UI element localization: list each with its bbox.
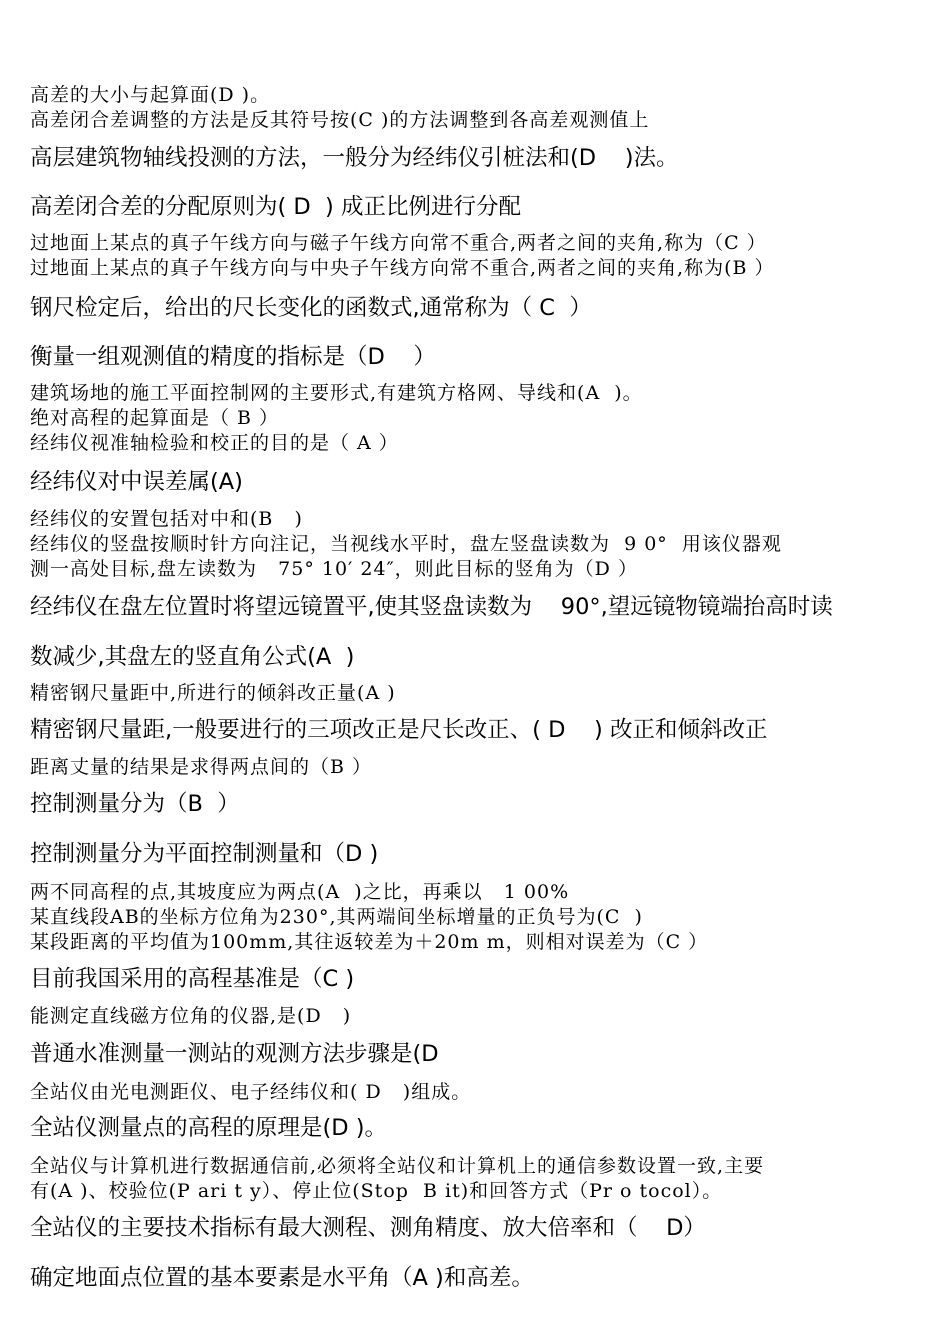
text-line: 钢尺检定后，给出的尺长变化的函数式,通常称为（ C ） [30, 295, 592, 321]
text-line: 高层建筑物轴线投测的方法，一般分为经纬仪引桩法和(D )法。 [30, 145, 679, 171]
text-line: 全站仪的主要技术指标有最大测程、测角精度、放大倍率和（ D） [30, 1215, 706, 1241]
text-line: 高差闭合差调整的方法是反其符号按(C )的方法调整到各高差观测值上 [30, 109, 650, 131]
text-line: 控制测量分为（B ） [30, 791, 240, 817]
text-line: 某段距离的平均值为100mm,其往返较差为＋20m m，则相对误差为（C ） [30, 931, 709, 953]
text-line: 经纬仪的安置包括对中和(B ) [30, 508, 303, 530]
text-line: 有(A )、校验位(P ari t y）、停止位(Stop B it)和回答方式（Pr o tocol）。 [30, 1180, 723, 1202]
text-line: 目前我国采用的高程基准是（C ) [30, 966, 355, 992]
text-line: 全站仪测量点的高程的原理是(D )。 [30, 1115, 388, 1141]
text-line: 经纬仪视准轴检验和校正的目的是（ A ） [30, 432, 399, 454]
text-line: 控制测量分为平面控制测量和（D ) [30, 841, 379, 867]
text-line: 过地面上某点的真子午线方向与中央子午线方向常不重合,两者之间的夹角,称为(B ） [30, 257, 775, 279]
text-line: 绝对高程的起算面是（ B ） [30, 407, 280, 429]
text-line: 经纬仪对中误差属(A) [30, 469, 243, 495]
text-line: 高差闭合差的分配原则为( D ) 成正比例进行分配 [30, 194, 521, 220]
text-line: 高差的大小与起算面(D )。 [30, 84, 271, 106]
text-line: 建筑场地的施工平面控制网的主要形式,有建筑方格网、导线和(A )。 [30, 382, 643, 404]
text-line: 确定地面点位置的基本要素是水平角（A )和高差。 [30, 1265, 534, 1291]
text-line: 普通水准测量一测站的观测方法步骤是(D [30, 1041, 439, 1067]
text-line: 精密钢尺量距,一般要进行的三项改正是尺长改正、( D ) 改正和倾斜改正 [30, 717, 768, 743]
text-line: 能测定直线磁方位角的仪器,是(D ) [30, 1005, 352, 1027]
text-line: 数减少,其盘左的竖直角公式(A ) [30, 644, 355, 670]
text-line: 精密钢尺量距中,所进行的倾斜改正量(A ) [30, 682, 396, 704]
text-line: 过地面上某点的真子午线方向与磁子午线方向常不重合,两者之间的夹角,称为（C ） [30, 232, 767, 254]
text-line: 经纬仪的竖盘按顺时针方向注记，当视线水平时，盘左竖盘读数为 9 0° 用该仪器观 [30, 533, 782, 555]
text-line: 测一高处目标,盘左读数为 75° 10′ 24″，则此目标的竖角为（D ） [30, 558, 638, 580]
text-line: 两不同高程的点,其坡度应为两点(A )之比，再乘以 1 00% [30, 881, 570, 903]
text-line: 经纬仪在盘左位置时将望远镜置平,使其竖盘读数为 90°,望远镜物镜端抬高时读 [30, 594, 833, 620]
text-line: 距离丈量的结果是求得两点间的（B ） [30, 756, 373, 778]
text-line: 全站仪与计算机进行数据通信前,必须将全站仪和计算机上的通信参数设置一致,主要 [30, 1155, 765, 1177]
text-line: 某直线段AB的坐标方位角为230°,其两端间坐标增量的正负号为(C ) [30, 906, 643, 928]
text-line: 衡量一组观测值的精度的指标是（D ） [30, 344, 436, 370]
text-line: 全站仪由光电测距仪、电子经纬仪和( D )组成。 [30, 1081, 472, 1103]
